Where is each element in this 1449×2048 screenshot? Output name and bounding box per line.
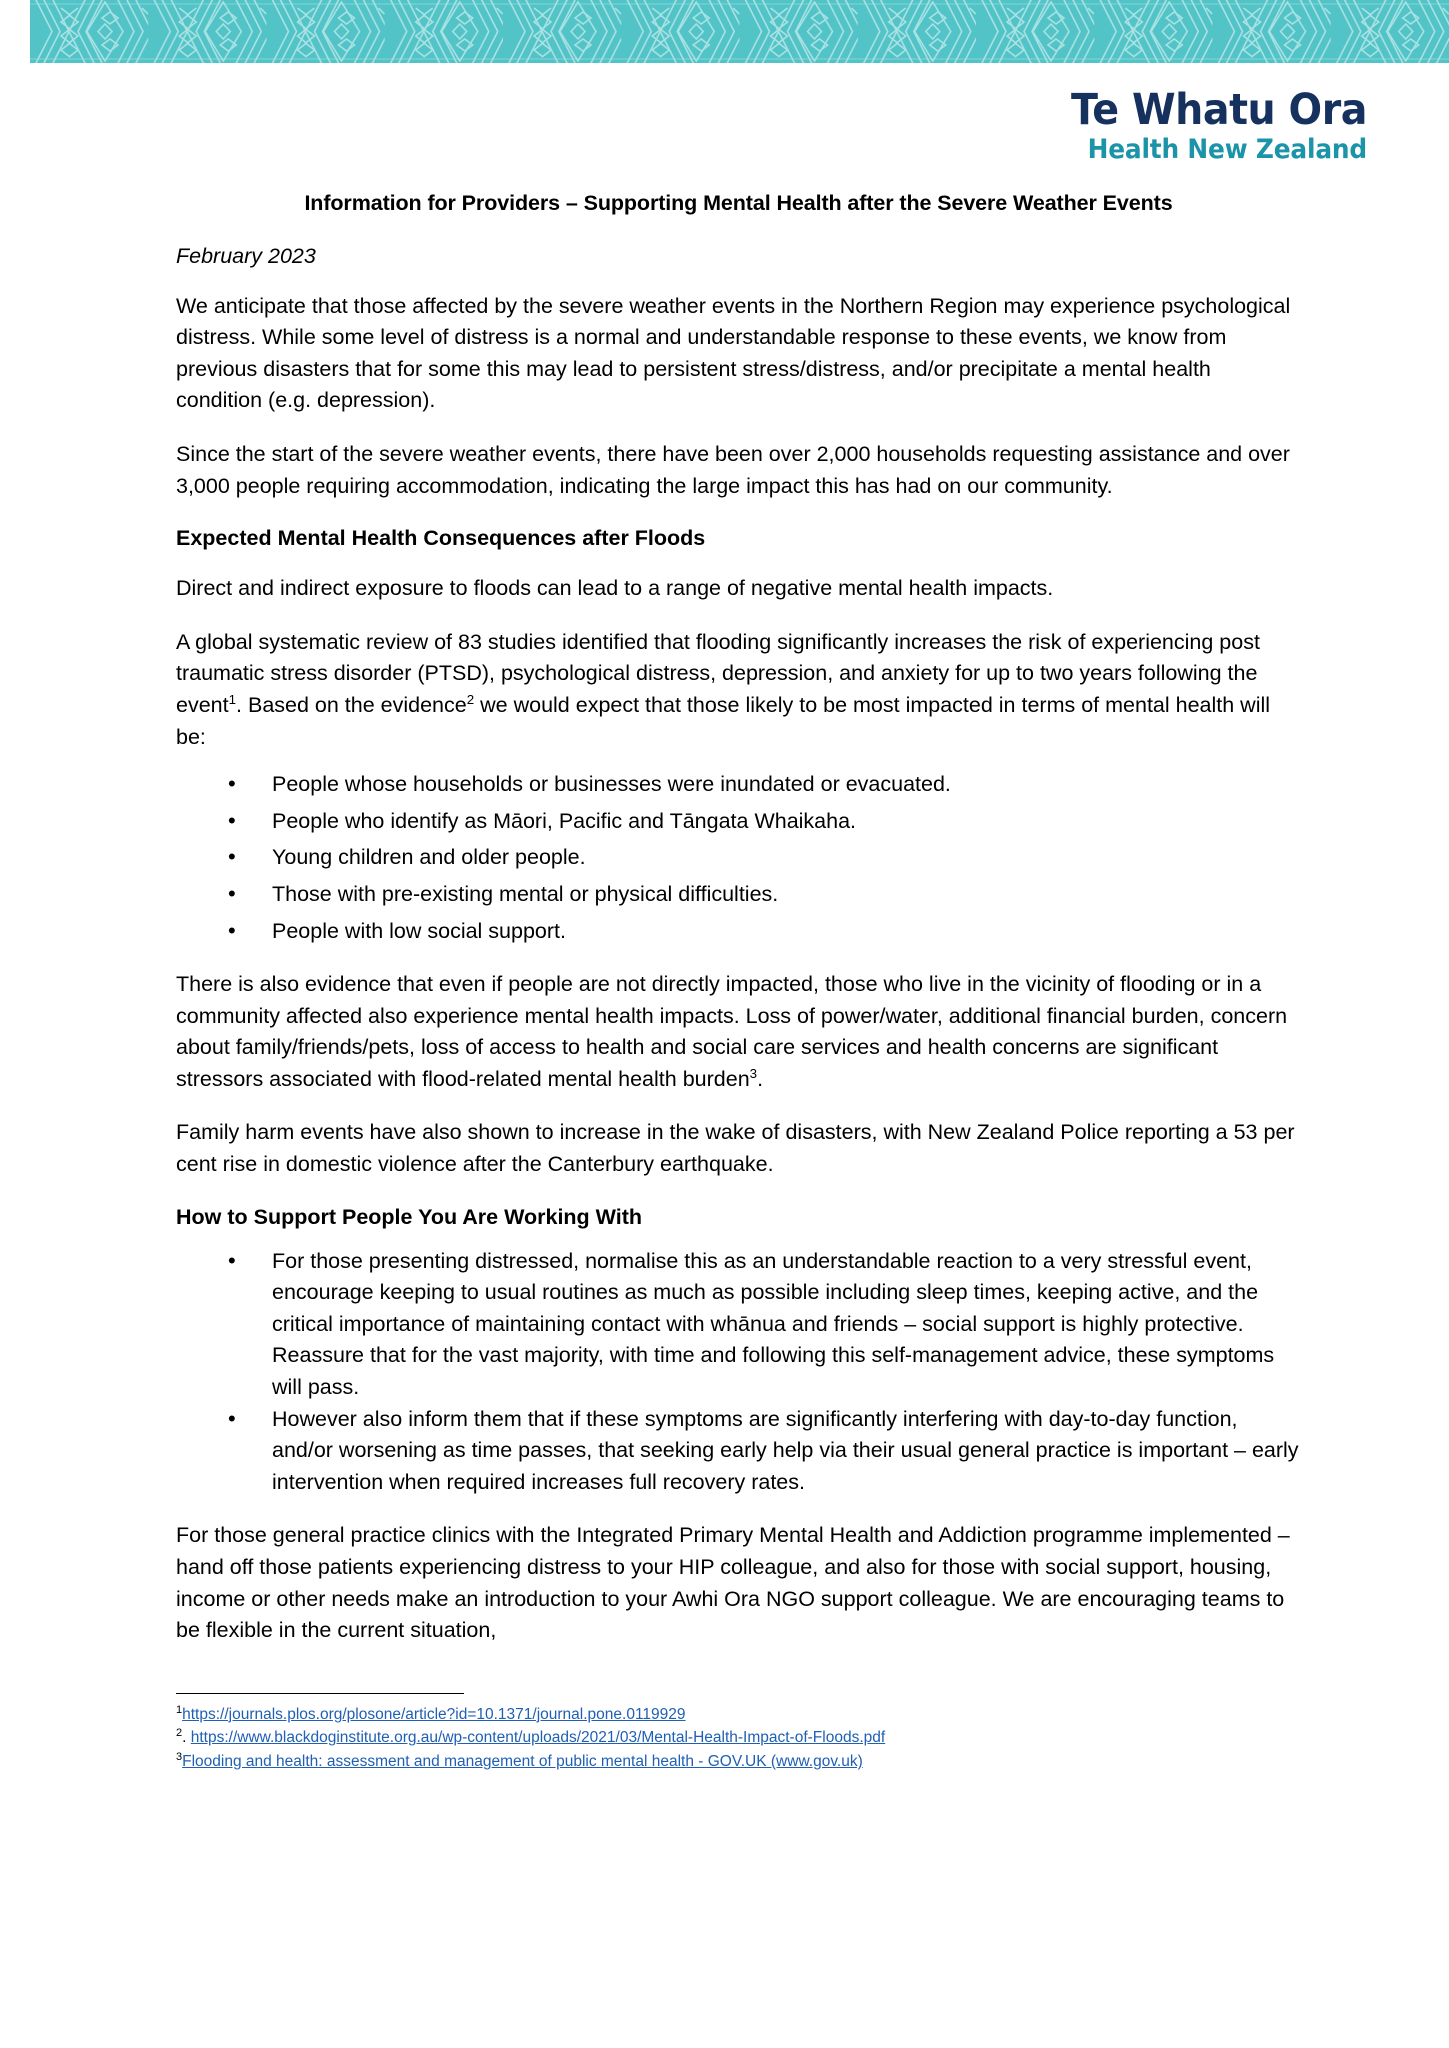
maori-pattern-decoration	[30, 0, 1449, 63]
footnote-1	[176, 1703, 1301, 1727]
footnote-3-number: 3	[176, 1750, 183, 1763]
footnote-1-link[interactable]: https://journals.plos.org/plosone/article?id=10.1371/journal.pone.0119929	[182, 1705, 686, 1723]
list-item: • However also inform them that if these symptoms are significantly interfering with day-to-day function, and/or worsening as time passes, that seeking early help via their usual general practice is important – early intervention when required increases full recovery rates.	[224, 1404, 1301, 1499]
footnote-separator-rule	[176, 1693, 464, 1694]
footnote-ref-2: 2	[466, 691, 475, 707]
footnote-2-number: 2	[176, 1727, 183, 1740]
section1-p3-text-b: .	[757, 1066, 764, 1091]
header-banner	[30, 0, 1449, 63]
section1-p2-text-a: A global systematic review of 83 studies identified that flooding significantly increases the risk of experiencing post traumatic stress disorder (PTSD), psychological distress, depression, and anxiety for up to two years following the event	[176, 629, 1260, 717]
list-item: • Those with pre-existing mental or physical difficulties.	[224, 879, 1301, 911]
footnote-ref-3: 3	[749, 1065, 758, 1081]
te-whatu-ora-logo	[0, 85, 1367, 167]
footnote-2-prefix: .	[182, 1729, 187, 1747]
section2-paragraph-1: For those general practice clinics with the Integrated Primary Mental Health and Addiction programme implemented – hand off those patients experiencing distress to your HIP colleague, and also for those with social support, housing, income or other needs make an introduction to your Awhi Ora NGO support colleague. We are encouraging teams to be flexible in the current situation,	[176, 1523, 1290, 1643]
section1-paragraph-3	[176, 969, 1301, 1095]
footnote-1-number: 1	[176, 1703, 183, 1716]
section1-paragraph-4: Family harm events have also shown to increase in the wake of disasters, with New Zealand Police reporting a 53 per cent rise in domestic violence after the Canterbury earthquake.	[176, 1120, 1295, 1177]
footnote-2-link[interactable]: https://www.blackdoginstitute.org.au/wp-content/uploads/2021/03/Mental-Health-Impact-of-Floods.pdf	[190, 1729, 886, 1747]
impacted-groups-list	[176, 769, 1301, 947]
section-heading-expected-consequences: Expected Mental Health Consequences after Floods	[176, 526, 706, 551]
list-item: • Young children and older people.	[224, 842, 1301, 874]
footnote-ref-1: 1	[228, 691, 237, 707]
footnotes-area	[176, 1693, 1301, 1792]
document-page	[0, 191, 1449, 1792]
logo-primary-text: Te Whatu Ora	[1071, 85, 1367, 135]
list-item: • People whose households or businesses were inundated or evacuated.	[224, 769, 1301, 801]
page-title: Information for Providers – Supporting Mental Health after the Severe Weather Events	[304, 190, 1173, 215]
logo-secondary-text: Health New Zealand	[1087, 133, 1367, 165]
support-guidance-list	[176, 1246, 1301, 1499]
intro-paragraph-1: We anticipate that those affected by the severe weather events in the Northern Region may experience psychological distress. While some level of distress is a normal and understandable response to these events, we know from previous disasters that for some this may lead to persistent stress/distress, and/or precipitate a mental health condition (e.g. depression).	[176, 293, 1291, 413]
document-date: February 2023	[176, 243, 316, 268]
list-item: • People with low social support.	[224, 916, 1301, 948]
list-item: • For those presenting distressed, normalise this as an understandable reaction to a very stressful event, encourage keeping to usual routines as much as possible including sleep times, keeping active, and the critical importance of maintaining contact with whānua and friends – social support is highly protective. Reassure that for the vast majority, with time and following this self-management advice, these symptoms will pass.	[224, 1246, 1301, 1404]
footnote-2	[176, 1726, 1301, 1750]
section1-p2-text-b: . Based on the evidence	[236, 692, 467, 717]
section1-p3-text-a: There is also evidence that even if people are not directly impacted, those who live in the vicinity of flooding or in a community affected also experience mental health impacts. Loss of power/water, additional financial burden, concern about family/friends/pets, loss of access to health and social care services and health concerns are significant stressors associated with flood-related mental health burden	[176, 972, 1288, 1091]
footnote-3	[176, 1750, 1301, 1774]
section1-p2-text-c: we would expect that those likely to be most impacted in terms of mental health will be:	[176, 692, 1271, 749]
footnote-3-link[interactable]: Flooding and health: assessment and management of public mental health - GOV.UK (www.gov.uk)	[182, 1752, 863, 1770]
intro-paragraph-2: Since the start of the severe weather events, there have been over 2,000 households requesting assistance and over 3,000 people requiring accommodation, indicating the large impact this has had on our community.	[176, 441, 1290, 498]
list-item: • People who identify as Māori, Pacific and Tāngata Whaikaha.	[224, 806, 1301, 838]
section1-paragraph-2	[176, 627, 1301, 753]
section1-paragraph-1: Direct and indirect exposure to floods can lead to a range of negative mental health impacts.	[176, 576, 1054, 601]
section-heading-how-to-support: How to Support People You Are Working With	[176, 1204, 643, 1229]
